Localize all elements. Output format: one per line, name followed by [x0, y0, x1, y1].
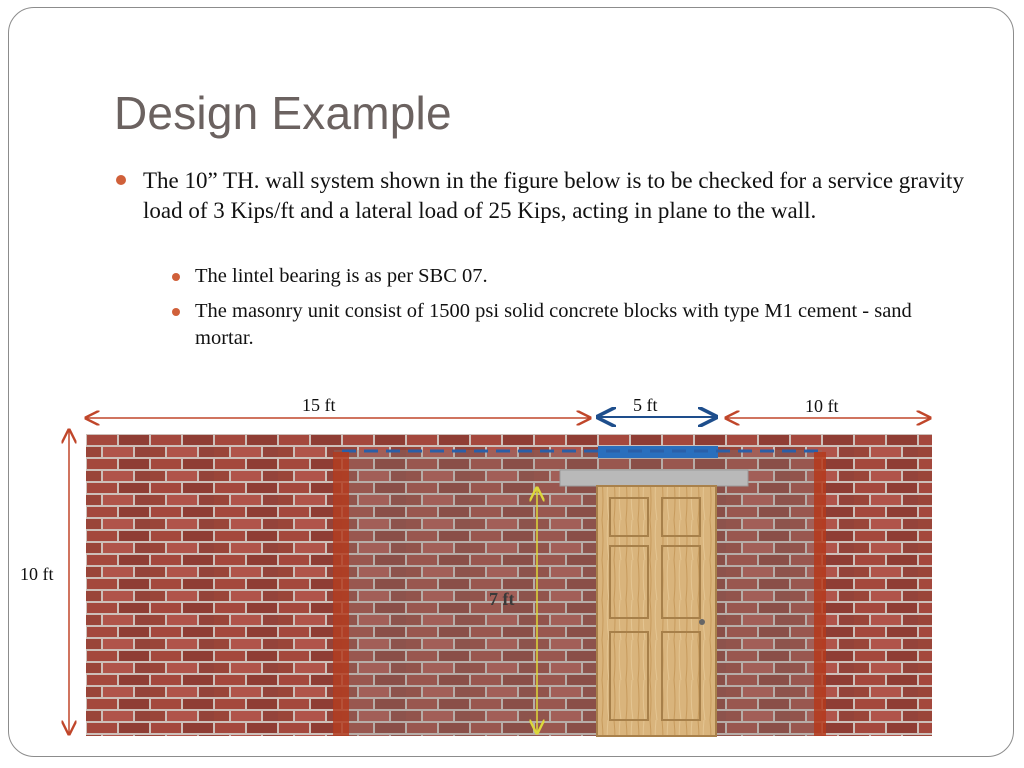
slide-title: Design Example	[114, 87, 452, 139]
wall-panel-shade	[334, 450, 822, 736]
door	[597, 486, 716, 736]
label-10ft-vertical: 10 ft	[20, 564, 54, 584]
sub-bullet-masonry: The masonry unit consist of 1500 psi solid concrete blocks with type M1 cement - sand mortar.	[195, 300, 912, 349]
left-pier-band	[333, 452, 349, 736]
door-lintel	[560, 470, 748, 486]
label-15ft: 15 ft	[302, 395, 336, 415]
sub-bullet-lintel: The lintel bearing is as per SBC 07.	[195, 265, 488, 287]
label-5ft: 5 ft	[633, 395, 658, 415]
label-10ft-horizontal: 10 ft	[805, 396, 839, 416]
right-pier-band	[814, 452, 826, 736]
label-7ft: 7 ft	[489, 589, 515, 609]
bullet-main-text: The 10” TH. wall system shown in the figure below is to be checked for a service gravity load of 3 Kips/ft and a lateral load of 25 Kips, acting in plane to the wall.	[143, 168, 964, 223]
door-knob	[699, 619, 705, 625]
